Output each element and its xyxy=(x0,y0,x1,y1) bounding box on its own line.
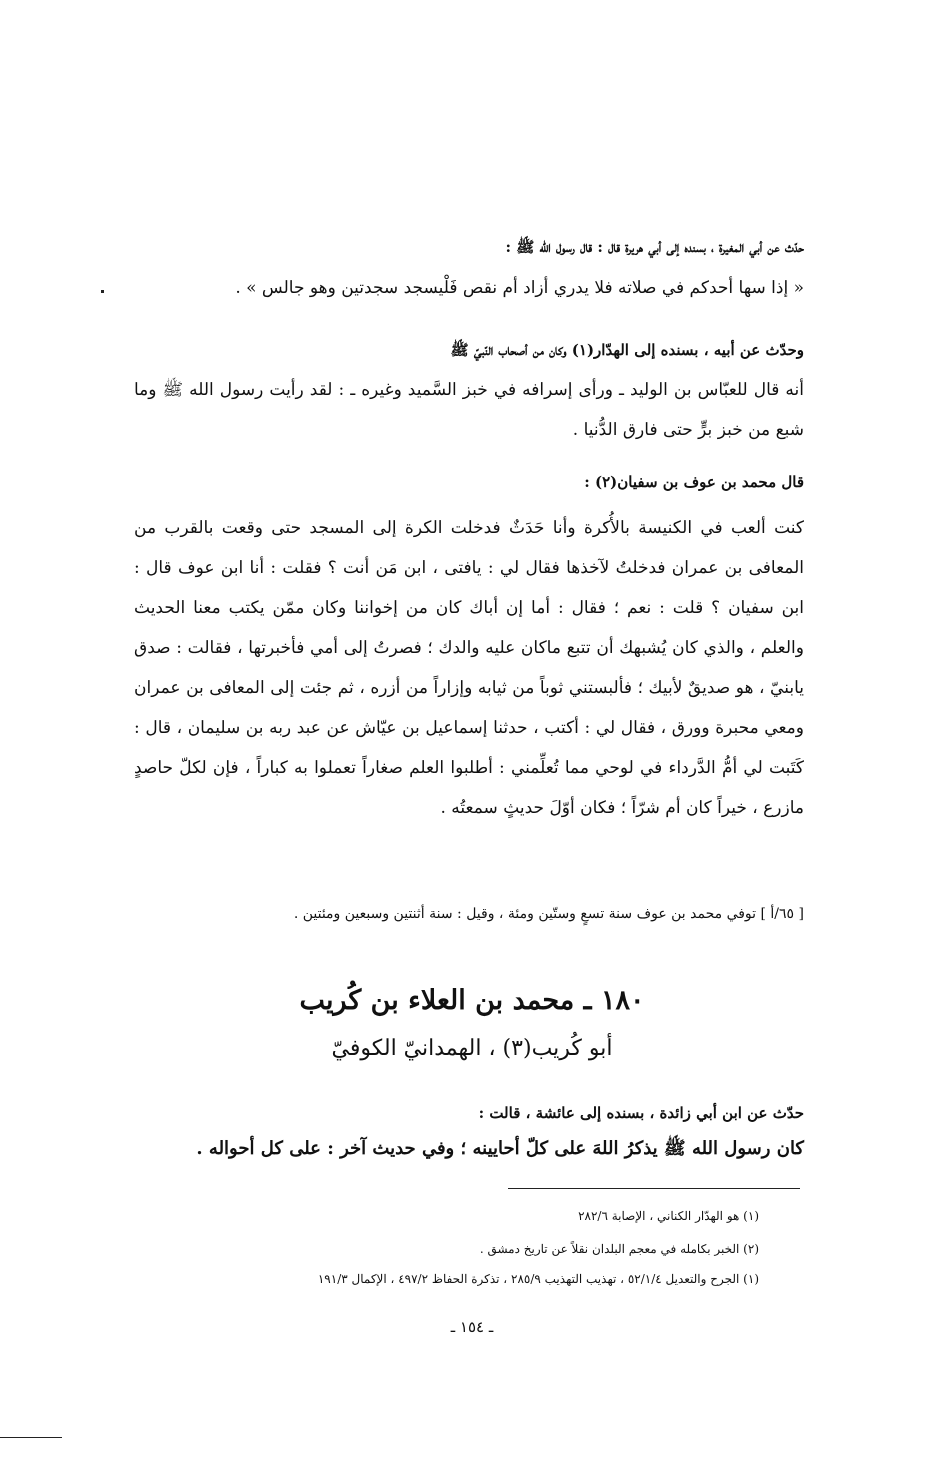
footnote-2: (٢) الخبر بكامله في معجم البلدان نقلاً عن تاريخ دمشق . xyxy=(479,1242,759,1256)
section3-text: كنت ألعب في الكنيسة بالأُكرة وأنا حَدَثٌ فدخلت الكرة إلى المسجد حتى وقعت بالقرب من المعافى بن عمران فدخلتُ لآخذها فقال لي : يافتى ، ابن مَن أنت ؟ فقلت : أنا ابن عوف قال : ابن سفيان ؟ قلت : نعم ؛ فقال : أما إن أباك كان من إخواننا وكان ممّن يكتب معنا الحديث والعلم ، والذي كان يُشبهك أن تتبع ماكان عليه والدك ؛ فصرتُ إلى أمي فأخبرتها ، فقالت : صدق يابنيّ ، هو صديقٌ لأبيك ؛ فألبستني ثوباً من ثيابه وإزاراً من أزره ، ثم جئت إلى المعافى بن عمران ومعي محبرة وورق ، فقال لي : أكتب ، حدثنا إسماعيل بن عيّاش عن عبد ربه بن سليمان ، قال : كَتَبت لي أمُّ الدَّرداء في لوحي مما تُعلِّمني : أطلبوا العلم صغاراً تعملوا به كباراً ، فإن لكلّ حاصدٍ مازرع ، خيراً كان أم شرّاً ؛ فكان أوّلَ حديثٍ سمعتُه . xyxy=(134,518,804,818)
footnote-divider xyxy=(508,1188,800,1189)
entry-subtitle: أبو كُريب(٣) ، الهمدانيّ الكوفيّ xyxy=(331,1036,613,1061)
entry-title: ١٨٠ ـ محمد بن العلاء بن كُريب xyxy=(299,985,645,1016)
section1-header: حدّث عن أبي المغيرة ، بسنده إلى أبي هريرة قال : قال رسول الله ﷺ : xyxy=(505,238,804,256)
entry-header: حدّث عن ابن أبي زائدة ، بسنده إلى عائشة ، قالت : xyxy=(478,1104,804,1122)
death-note: [ ٦٥/أ ] توفي محمد بن عوف سنة تسعٍ وستّين ومئة ، وقيل : سنة أثنتين وسبعين ومئتين . xyxy=(293,906,804,922)
entry-text: كان رسول الله ﷺ يذكرُ اللهَ على كلّ أحايينه ؛ وفي حديث آخر : على كل أحواله . xyxy=(196,1138,804,1159)
section1-quote: « إذا سها أحدكم في صلاته فلا يدري أزاد أم نقص فَلْيسجد سجدتين وهو جالس » . xyxy=(235,278,804,298)
page-number: ـ ١٥٤ ـ xyxy=(450,1318,494,1336)
scan-edge-line xyxy=(0,1437,62,1438)
footnote-3: (١) الجرح والتعديل ٥٢/١/٤ ، تهذيب التهذيب ٢٨٥/٩ ، تذكرة الحفاظ ٤٩٧/٢ ، الإكمال ١٩١/٣ xyxy=(317,1272,759,1286)
section2-header: وحدّث عن أبيه ، بسنده إلى الهدّار(١) وكان من أصحاب النّبيّ ﷺ xyxy=(450,341,804,359)
section2-text: أنه قال للعبّاس بن الوليد ـ ورأى إسرافه في خبز السَّميد وغيره ـ : لقد رأيت رسول الله ﷺ وما شبع من خبز برٍّ حتى فارق الدُّنيا . xyxy=(134,380,804,440)
scan-dot xyxy=(101,290,104,293)
footnote-1: (١) هو الهدّار الكناني ، الإصابة ٢٨٢/٦ xyxy=(578,1209,759,1223)
section3-header: قال محمد بن عوف بن سفيان(٢) : xyxy=(584,473,804,491)
